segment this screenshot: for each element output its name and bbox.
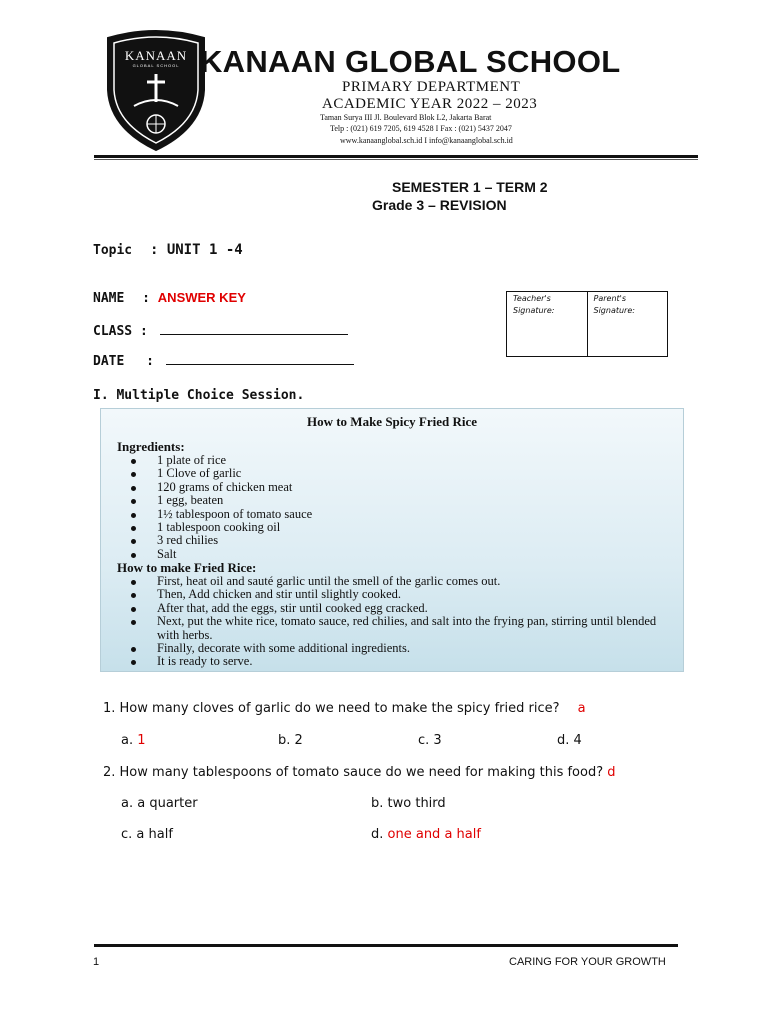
list-item: Salt: [129, 548, 677, 561]
question-2: [103, 765, 616, 780]
topic-field: [93, 242, 243, 258]
school-logo: [104, 28, 208, 152]
option-c[interactable]: c. a half: [121, 827, 173, 842]
logo-subtext: GLOBAL SCHOOL: [132, 63, 180, 68]
school-name: KANAAN GLOBAL SCHOOL: [200, 44, 621, 79]
parent-signature-cell[interactable]: Parent's Signature:: [587, 292, 668, 356]
option-b[interactable]: b. two third: [371, 796, 446, 811]
teacher-signature-cell[interactable]: Teacher's Signature:: [513, 294, 555, 315]
header-divider: [94, 155, 698, 158]
question-text: 2. How many tablespoons of tomato sauce do we need for making this food?: [103, 765, 604, 780]
option-c[interactable]: c. 3: [418, 733, 442, 748]
list-item: After that, add the eggs, stir until cooked egg cracked.: [129, 602, 677, 615]
list-item: 1 plate of rice: [129, 454, 677, 467]
answer-letter: d: [607, 765, 616, 780]
logo-text: KANAAN: [124, 48, 188, 63]
topic-label: Topic: [93, 243, 133, 258]
list-item: 1 egg, beaten: [129, 494, 677, 507]
school-address: Taman Surya III Jl. Boulevard Blok L2, Jakarta Barat: [320, 113, 492, 122]
list-item: 3 red chilies: [129, 534, 677, 547]
question-1: [103, 701, 586, 716]
semester-title: SEMESTER 1 – TERM 2: [392, 179, 548, 195]
list-item: 120 grams of chicken meat: [129, 481, 677, 494]
ingredients-list: [129, 454, 677, 561]
class-field: [93, 322, 348, 339]
signature-table: [506, 291, 668, 357]
date-input-line[interactable]: [166, 352, 354, 365]
date-label: DATE: [93, 354, 125, 369]
steps-list: [129, 575, 677, 669]
date-colon: :: [146, 354, 154, 369]
name-colon: :: [142, 291, 150, 306]
option-d[interactable]: d. one and a half: [371, 827, 481, 842]
academic-year: ACADEMIC YEAR 2022 – 2023: [322, 96, 538, 112]
name-field: [93, 290, 246, 306]
page-number: 1: [93, 956, 100, 968]
question-text: 1. How many cloves of garlic do we need to make the spicy fried rice?: [103, 701, 560, 716]
date-field: [93, 352, 354, 369]
list-item: 1 Clove of garlic: [129, 467, 677, 480]
option-d[interactable]: d. 4: [557, 733, 582, 748]
class-input-line[interactable]: [160, 322, 348, 335]
footer-motto: CARING FOR YOUR GROWTH: [509, 956, 666, 968]
list-item: 1½ tablespoon of tomato sauce: [129, 508, 677, 521]
recipe-box: [100, 408, 684, 672]
option-a[interactable]: a. 1: [121, 733, 146, 748]
ingredients-heading: Ingredients:: [117, 439, 185, 454]
header-divider-thin: [94, 159, 698, 160]
list-item: Then, Add chicken and stir until slightly cooked.: [129, 588, 677, 601]
option-b[interactable]: b. 2: [278, 733, 303, 748]
list-item: 1 tablespoon cooking oil: [129, 521, 677, 534]
name-label: NAME: [93, 291, 125, 306]
list-item: Finally, decorate with some additional ingredients.: [129, 642, 677, 655]
list-item: Next, put the white rice, tomato sauce, red chilies, and salt into the frying pan, stirring until blended with herbs.: [129, 615, 677, 642]
list-item: It is ready to serve.: [129, 655, 677, 668]
topic-value: : UNIT 1 -4: [149, 242, 243, 258]
answer-letter: a: [577, 701, 586, 716]
class-label: CLASS :: [93, 324, 148, 339]
school-web: www.kanaanglobal.sch.id I info@kanaanglobal.sch.id: [340, 136, 513, 145]
list-item: First, heat oil and sauté garlic until the smell of the garlic comes out.: [129, 575, 677, 588]
footer-divider: [94, 944, 678, 947]
grade-title: Grade 3 – REVISION: [372, 197, 507, 213]
option-a[interactable]: a. a quarter: [121, 796, 198, 811]
steps-heading: How to make Fried Rice:: [117, 560, 257, 575]
department: PRIMARY DEPARTMENT: [342, 79, 521, 95]
school-phone: Telp : (021) 619 7205, 619 4528 I Fax : (021) 5437 2047: [330, 124, 512, 133]
section-heading: I. Multiple Choice Session.: [93, 388, 305, 403]
name-value: ANSWER KEY: [157, 290, 246, 305]
recipe-title: How to Make Spicy Fried Rice: [306, 414, 478, 429]
